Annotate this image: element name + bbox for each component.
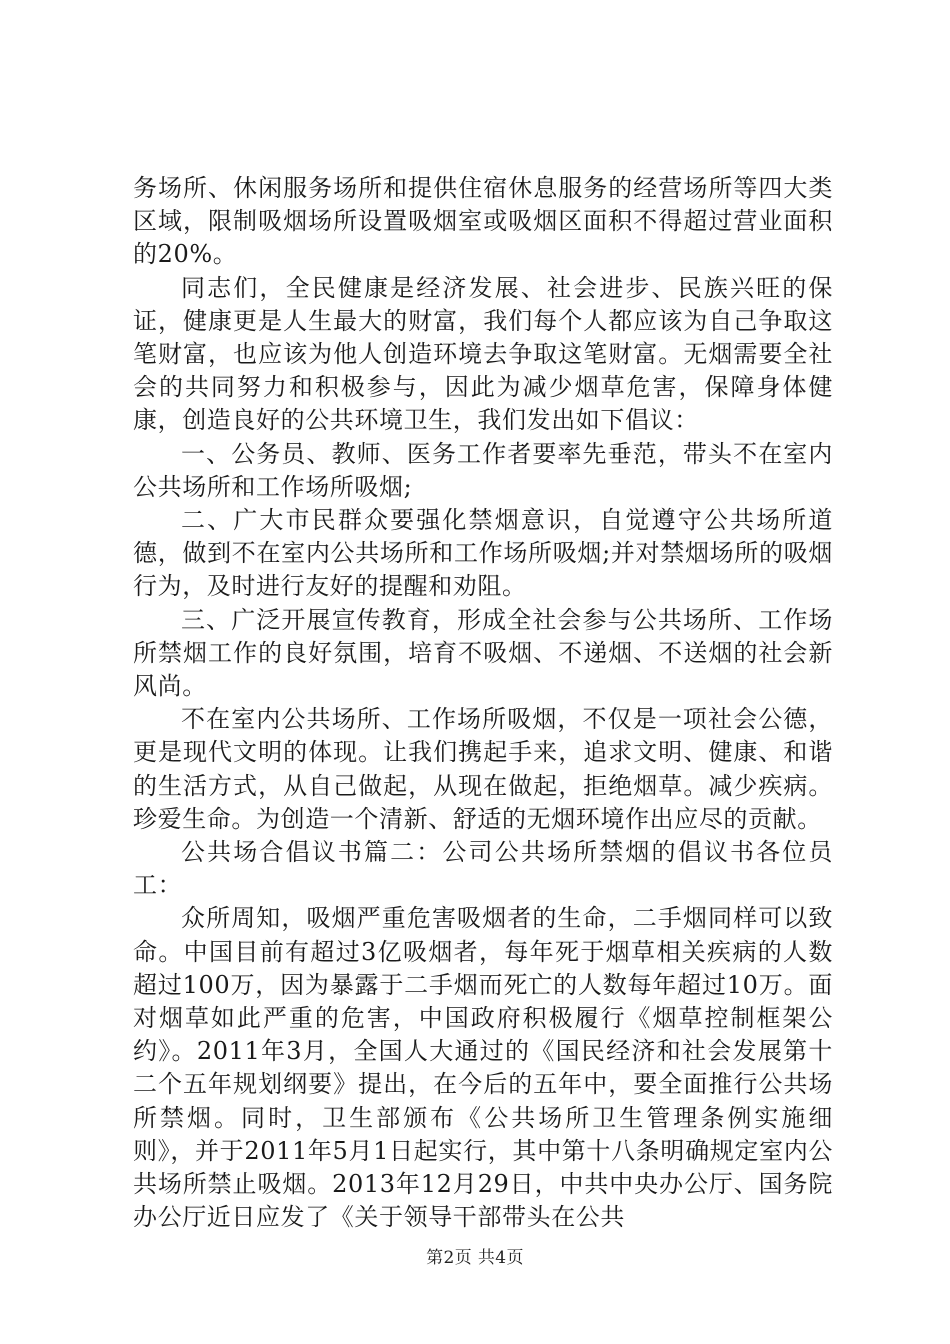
paragraph-closing: 不在室内公共场所、工作场所吸烟，不仅是一项社会公德，更是现代文明的体现。让我们携起手来，追求文明、健康、和谐的生活方式，从自己做起，从现在做起，拒绝烟草。减少疾病。珍爱生命。为创造一个清新、舒适的无烟环境作出应尽的贡献。: [133, 705, 833, 833]
document-body: [133, 172, 833, 1235]
paragraph-proposal-three: 三、广泛开展宣传教育，形成全社会参与公共场所、工作场所禁烟工作的良好氛围，培育不吸烟、不递烟、不送烟的社会新风尚。: [133, 605, 833, 701]
paragraph-section-two-body: 众所周知，吸烟严重危害吸烟者的生命，二手烟同样可以致命。中国目前有超过3亿吸烟者，每年死于烟草相关疾病的人数超过100万，因为暴露于二手烟而死亡的人数每年超过10万。面对烟草如此严重的危害，中国政府积极履行《烟草控制框架公约》。2011年3月，全国人大通过的《国民经济和社会发展第十二个五年规划纲要》提出，在今后的五年中，要全面推行公共场所禁烟。同时，卫生部颁布《公共场所卫生管理条例实施细则》，并于2011年5月1日起实行，其中第十八条明确规定室内公共场所禁止吸烟。2013年12月29日，中共中央办公厅、国务院办公厅近日应发了《关于领导干部带头在公共: [133, 904, 833, 1232]
page-number-footer: 第2页 共4页: [426, 1248, 524, 1268]
paragraph-proposal-two: 二、广大市民群众要强化禁烟意识，自觉遵守公共场所道德，做到不在室内公共场所和工作场所吸烟;并对禁烟场所的吸烟行为，及时进行友好的提醒和劝阻。: [133, 506, 833, 601]
paragraph-proposal-one: 一、公务员、教师、医务工作者要率先垂范，带头不在室内公共场所和工作场所吸烟;: [133, 439, 833, 501]
paragraph-continued: 务场所、休闲服务场所和提供住宿休息服务的经营场所等四大类区域，限制吸烟场所设置吸烟室或吸烟区面积不得超过营业面积的20%。: [133, 174, 833, 269]
paragraph-section-two-heading: 公共场合倡议书篇二：公司公共场所禁烟的倡议书各位员工：: [133, 838, 833, 900]
paragraph-comrades: 同志们，全民健康是经济发展、社会进步、民族兴旺的保证，健康更是人生最大的财富，我们每个人都应该为自己争取这笔财富，也应该为他人创造环境去争取这笔财富。无烟需要全社会的共同努力和积极参与，因此为减少烟草危害，保障身体健康，创造良好的公共环境卫生，我们发出如下倡议：: [133, 273, 833, 435]
